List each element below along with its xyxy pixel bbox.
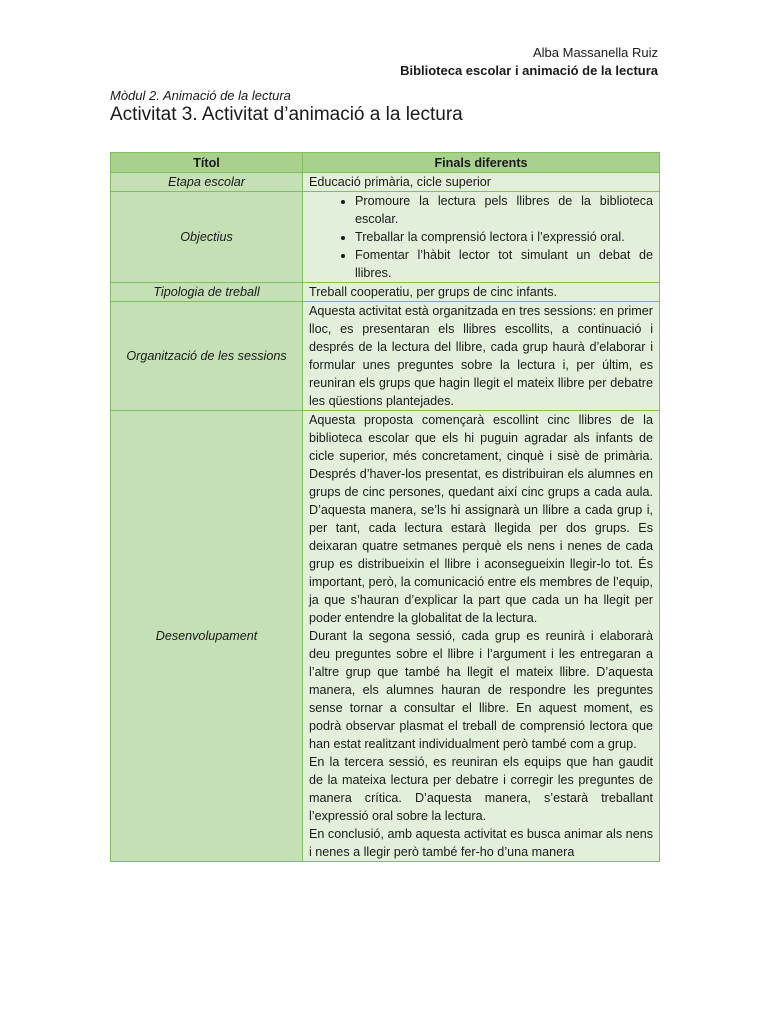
title-label: Títol (111, 153, 303, 173)
list-item: • Treballar la comprensió lectora i l’expressió oral. (355, 228, 653, 246)
desenvolupament-value (303, 411, 660, 862)
table-row (111, 192, 660, 283)
table-header-row (111, 153, 660, 173)
list-item: • Promoure la lectura pels llibres de la biblioteca escolar. (355, 192, 653, 228)
paragraph: Durant la segona sessió, cada grup es reunirà i elaborarà deu preguntes sobre el llibre i l’argument i les entregaran a l’altre grup que també ha llegit el mateix llibre. D’aquesta manera, els alumnes hauran de respondre les preguntes sense tornar a consultar el llibre. En aquest moment, es podrà observar plasmat el treball de comprensió lectora que han estat realitzant individualment però també com a grup. (309, 629, 653, 751)
objectius-value (303, 192, 660, 283)
activity-title: Activitat 3. Activitat d’animació a la lectura (110, 104, 463, 125)
page-header (400, 44, 658, 80)
activity-table (110, 152, 660, 862)
list-item: • Fomentar l’hàbit lector tot simulant un debat de llibres. (355, 246, 653, 282)
desenvolupament-label: Desenvolupament (111, 411, 303, 862)
tipologia-label: Tipologia de treball (111, 283, 303, 302)
objectius-list (309, 192, 653, 282)
module-title: Mòdul 2. Animació de la lectura (110, 88, 291, 103)
title-value: Finals diferents (303, 153, 660, 173)
paragraph: En conclusió, amb aquesta activitat es busca animar als nens i nenes a llegir però també fer-ho d’una manera (309, 827, 653, 859)
table-row (111, 283, 660, 302)
organitzacio-label: Organització de les sessions (111, 302, 303, 411)
course-title: Biblioteca escolar i animació de la lectura (400, 63, 658, 78)
etapa-label: Etapa escolar (111, 173, 303, 192)
author-name: Alba Massanella Ruiz (532, 45, 658, 60)
tipologia-value: Treball cooperatiu, per grups de cinc infants. (303, 283, 660, 302)
organitzacio-text: Aquesta activitat està organitzada en tres sessions: en primer lloc, es presentaran els llibres escollits, a continuació i després de la lectura del llibre, cada grup haurà d’elaborar i formular unes preguntes sobre la lectura i, per últim, es reuniran els grups que hagin llegit el mateix llibre per debatre les qüestions plantejades. (309, 304, 653, 408)
paragraph: En la tercera sessió, es reuniran els equips que han gaudit de la mateixa lectura per debatre i corregir les preguntes de manera crítica. D’aquesta manera, s’estarà treballant l’expressió oral sobre la lectura. (309, 755, 653, 823)
organitzacio-value (303, 302, 660, 411)
paragraph: Aquesta proposta començarà escollint cinc llibres de la biblioteca escolar que els hi puguin agradar als infants de cicle superior, més concretament, cinquè i sisè de primària. Després d’haver-los presentat, es distribuiran els alumnes en grups de cinc persones, quedant així cinc grups a cada aula. D’aquesta manera, se’ls hi assignarà un llibre a cada grup i, per tant, cada lectura estarà llegida per dos grups. Es deixaran quatre setmanes perquè els nens i nenes de cada grup es distribueixin el llibre i aconsegueixin llegir-lo tot. És important, però, la comunicació entre els membres de l’equip, ja que s’hauran d’explicar la part que cada un ha llegit per poder entendre la globalitat de la lectura. (309, 413, 653, 625)
table-row (111, 173, 660, 192)
table-row (111, 411, 660, 862)
etapa-value: Educació primària, cicle superior (303, 173, 660, 192)
table-row (111, 302, 660, 411)
objectius-label: Objectius (111, 192, 303, 283)
